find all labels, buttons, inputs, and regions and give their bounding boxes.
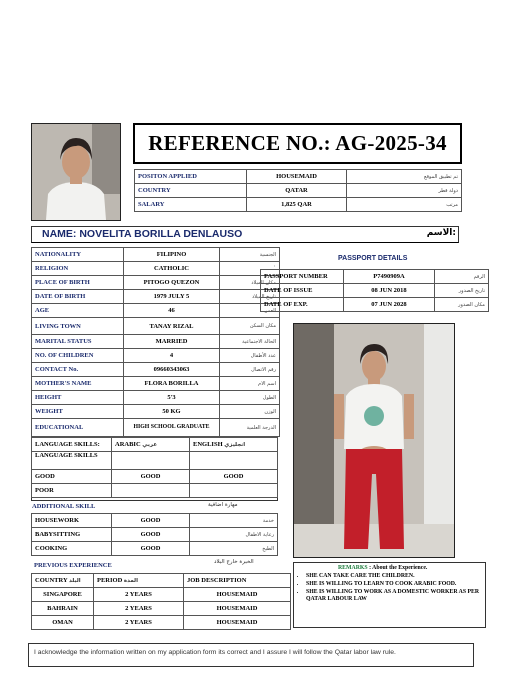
period-header-ar: المدة [123, 578, 138, 584]
date-of-issue-value: 08 JUN 2018 [344, 284, 435, 298]
country-label: COUNTRY [135, 184, 247, 198]
experience-title-ar: الخبرة خارج البلاد [214, 559, 254, 565]
remarks-title: REMARKS [338, 565, 368, 571]
language-header-row [32, 438, 278, 452]
english-level [190, 484, 278, 498]
language-good-row [32, 470, 278, 484]
skill-label-ar: رعاية الاطفال [190, 528, 278, 542]
personal-label: CONTACT No. [32, 363, 124, 377]
personal-row [32, 276, 280, 290]
country-value: QATAR [247, 184, 347, 198]
personal-label-ar: رقم الاتصال [220, 363, 280, 377]
housework-row [32, 514, 278, 528]
date-of-issue-label: DATE OF ISSUE [261, 284, 344, 298]
applicant-name-ar: الاسم: [426, 228, 456, 238]
reference-number-box [133, 123, 462, 164]
skill-value: GOOD [112, 528, 190, 542]
country-label-ar: دولة قطر [347, 184, 462, 198]
date-of-expiry-ar: مكان الصدور [435, 298, 489, 312]
personal-value: MARRIED [124, 335, 220, 349]
applicant-photo-small [31, 123, 121, 221]
personal-label-ar: ` [220, 262, 280, 276]
experience-period: 2 YEARS [94, 588, 184, 602]
personal-label: AGE [32, 304, 124, 318]
personal-label-ar: مكان الميلاد [220, 276, 280, 290]
salary-label-ar: مرتب [347, 198, 462, 212]
experience-job: HOUSEMAID [184, 616, 291, 630]
personal-row [32, 290, 280, 304]
english-label-ar: انجليزي [224, 442, 246, 448]
declaration-text: I acknowledge the information written on my application form its correct and I assure I will follow the Qatar labor law rule. [34, 649, 396, 656]
personal-row [32, 363, 280, 377]
personal-label-ar: الوزن [220, 405, 280, 419]
personal-label-ar: الدرجة العلمية [220, 419, 280, 437]
remarks-item: • SHE CAN TAKE CARE THE CHILDREN. [306, 573, 485, 580]
personal-value: FLORA BORILLA [124, 377, 220, 391]
skill-value: GOOD [112, 514, 190, 528]
personal-value: 46 [124, 304, 220, 318]
english-label: ENGLISH [193, 441, 223, 448]
language-subheader: LANGUAGE SKILLS [32, 452, 112, 470]
language-level: POOR [32, 484, 112, 498]
personal-row [32, 419, 280, 437]
skill-label-ar: الطبخ [190, 542, 278, 556]
personal-label-ar: العمر [220, 304, 280, 318]
personal-row [32, 248, 280, 262]
language-poor-row [32, 484, 278, 498]
date-of-expiry-row [261, 298, 489, 312]
personal-value: 4 [124, 349, 220, 363]
personal-value: 1979 JULY 5 [124, 290, 220, 304]
personal-label: PLACE OF BIRTH [32, 276, 124, 290]
passport-number-row [261, 270, 489, 284]
experience-period: 2 YEARS [94, 616, 184, 630]
remarks-box [293, 562, 486, 628]
period-header [94, 574, 184, 588]
applicant-name: NAME: NOVELITA BORILLA DENLAUSO [42, 228, 243, 240]
personal-value: 50 KG [124, 405, 220, 419]
passport-table [260, 269, 489, 312]
personal-row [32, 391, 280, 405]
personal-row [32, 318, 280, 335]
personal-label-ar: الطول [220, 391, 280, 405]
personal-value: PITOGO QUEZON [124, 276, 220, 290]
passport-number-ar: الرقم [435, 270, 489, 284]
experience-title: PREVIOUS EXPERIENCE [34, 562, 112, 569]
experience-job: HOUSEMAID [184, 588, 291, 602]
personal-row [32, 405, 280, 419]
language-skills-table [31, 437, 278, 498]
arabic-header [112, 438, 190, 452]
position-row [135, 170, 462, 184]
experience-row [32, 616, 291, 630]
skill-label: COOKING [32, 542, 112, 556]
personal-label: WEIGHT [32, 405, 124, 419]
experience-country: BAHRAIN [32, 602, 94, 616]
personal-row [32, 262, 280, 276]
babysitting-row [32, 528, 278, 542]
experience-row [32, 588, 291, 602]
arabic-label-ar: عربي [142, 442, 158, 448]
personal-label: EDUCATIONAL [32, 419, 124, 437]
personal-row [32, 304, 280, 318]
reference-number: REFERENCE NO.: AG-2025-34 [148, 131, 447, 155]
personal-row [32, 377, 280, 391]
date-of-expiry-label: DATE OF EXP. [261, 298, 344, 312]
job-header: JOB DESCRIPTION [184, 574, 291, 588]
personal-label-ar: اسم الام [220, 377, 280, 391]
salary-row [135, 198, 462, 212]
declaration-box [28, 643, 474, 667]
full-body-illustration [294, 324, 454, 557]
additional-skill-title: ADDITIONAL SKILL [32, 503, 96, 510]
english-level: GOOD [190, 470, 278, 484]
skill-value: GOOD [112, 542, 190, 556]
additional-skill-title-ar: مهارة اضافية [208, 502, 238, 508]
remarks-header [294, 563, 485, 573]
personal-label: MOTHER'S NAME [32, 377, 124, 391]
position-label-ar: تم تطبيق الموقع [347, 170, 462, 184]
personal-value: CATHOLIC [124, 262, 220, 276]
personal-row [32, 349, 280, 363]
personal-label: NO. OF CHILDREN [32, 349, 124, 363]
experience-period: 2 YEARS [94, 602, 184, 616]
skill-label: HOUSEWORK [32, 514, 112, 528]
arabic-label: ARABIC [115, 441, 141, 448]
country-header-ar: البلد [69, 578, 81, 584]
language-empty-cell [190, 452, 278, 470]
arabic-level: GOOD [112, 470, 190, 484]
english-header [190, 438, 278, 452]
experience-table [31, 573, 291, 630]
experience-country: SINGAPORE [32, 588, 94, 602]
personal-label: RELIGION [32, 262, 124, 276]
date-of-expiry-value: 07 JUN 2028 [344, 298, 435, 312]
salary-label: SALARY [135, 198, 247, 212]
remarks-item: • SHE IS WILLING TO LEARN TO COOK ARABIC FOOD. [306, 581, 485, 588]
language-level: GOOD [32, 470, 112, 484]
additional-skill-table [31, 513, 278, 556]
salary-value: 1,825 QAR [247, 198, 347, 212]
personal-row [32, 335, 280, 349]
language-subheader-row [32, 452, 278, 470]
personal-value: TANAY RIZAL [124, 318, 220, 335]
experience-header-row [32, 574, 291, 588]
remarks-list [294, 573, 485, 603]
personal-value: 09660343063 [124, 363, 220, 377]
remarks-item: • SHE IS WILLING TO WORK AS A DOMESTIC WORKER AS PER QATAR LABOUR LAW [306, 589, 485, 603]
personal-value: HIGH SCHOOL GRADUATE [124, 419, 220, 437]
position-table [134, 169, 462, 212]
personal-label-ar: الحالة الاجتماعية [220, 335, 280, 349]
language-header: LANGUAGE SKILLS: [32, 438, 112, 452]
period-header-label: PERIOD [97, 577, 123, 584]
personal-label: DATE OF BIRTH [32, 290, 124, 304]
date-of-issue-row [261, 284, 489, 298]
country-header [32, 574, 94, 588]
date-of-issue-ar: تاريخ الصدور [435, 284, 489, 298]
cooking-row [32, 542, 278, 556]
personal-label-ar: مكان السكن [220, 318, 280, 335]
remarks-subtitle: : About the Experience. [369, 565, 428, 571]
personal-label: MARITAL STATUS [32, 335, 124, 349]
applicant-photo-full [293, 323, 455, 558]
skill-label: BABYSITTING [32, 528, 112, 542]
passport-number-label: PASSPORT NUMBER [261, 270, 344, 284]
personal-label-ar: الجنسية [220, 248, 280, 262]
personal-value: FILIPINO [124, 248, 220, 262]
position-value: HOUSEMAID [247, 170, 347, 184]
personal-value: 5'3 [124, 391, 220, 405]
skill-label-ar: خدمة [190, 514, 278, 528]
arabic-level [112, 484, 190, 498]
portrait-illustration [32, 124, 120, 220]
country-row [135, 184, 462, 198]
personal-label: NATIONALITY [32, 248, 124, 262]
personal-details-table [31, 247, 280, 437]
experience-row [32, 602, 291, 616]
passport-title: PASSPORT DETAILS [338, 255, 408, 262]
personal-label-ar: تاريخ الميلاد [220, 290, 280, 304]
experience-job: HOUSEMAID [184, 602, 291, 616]
personal-label: HEIGHT [32, 391, 124, 405]
personal-label: LIVING TOWN [32, 318, 124, 335]
passport-number-value: P7490909A [344, 270, 435, 284]
language-empty-cell [112, 452, 190, 470]
name-bar [31, 226, 459, 243]
country-header-label: COUNTRY [35, 577, 68, 584]
experience-country: OMAN [32, 616, 94, 630]
personal-label-ar: عدد الأطفال [220, 349, 280, 363]
position-label: POSITON APPLIED [135, 170, 247, 184]
